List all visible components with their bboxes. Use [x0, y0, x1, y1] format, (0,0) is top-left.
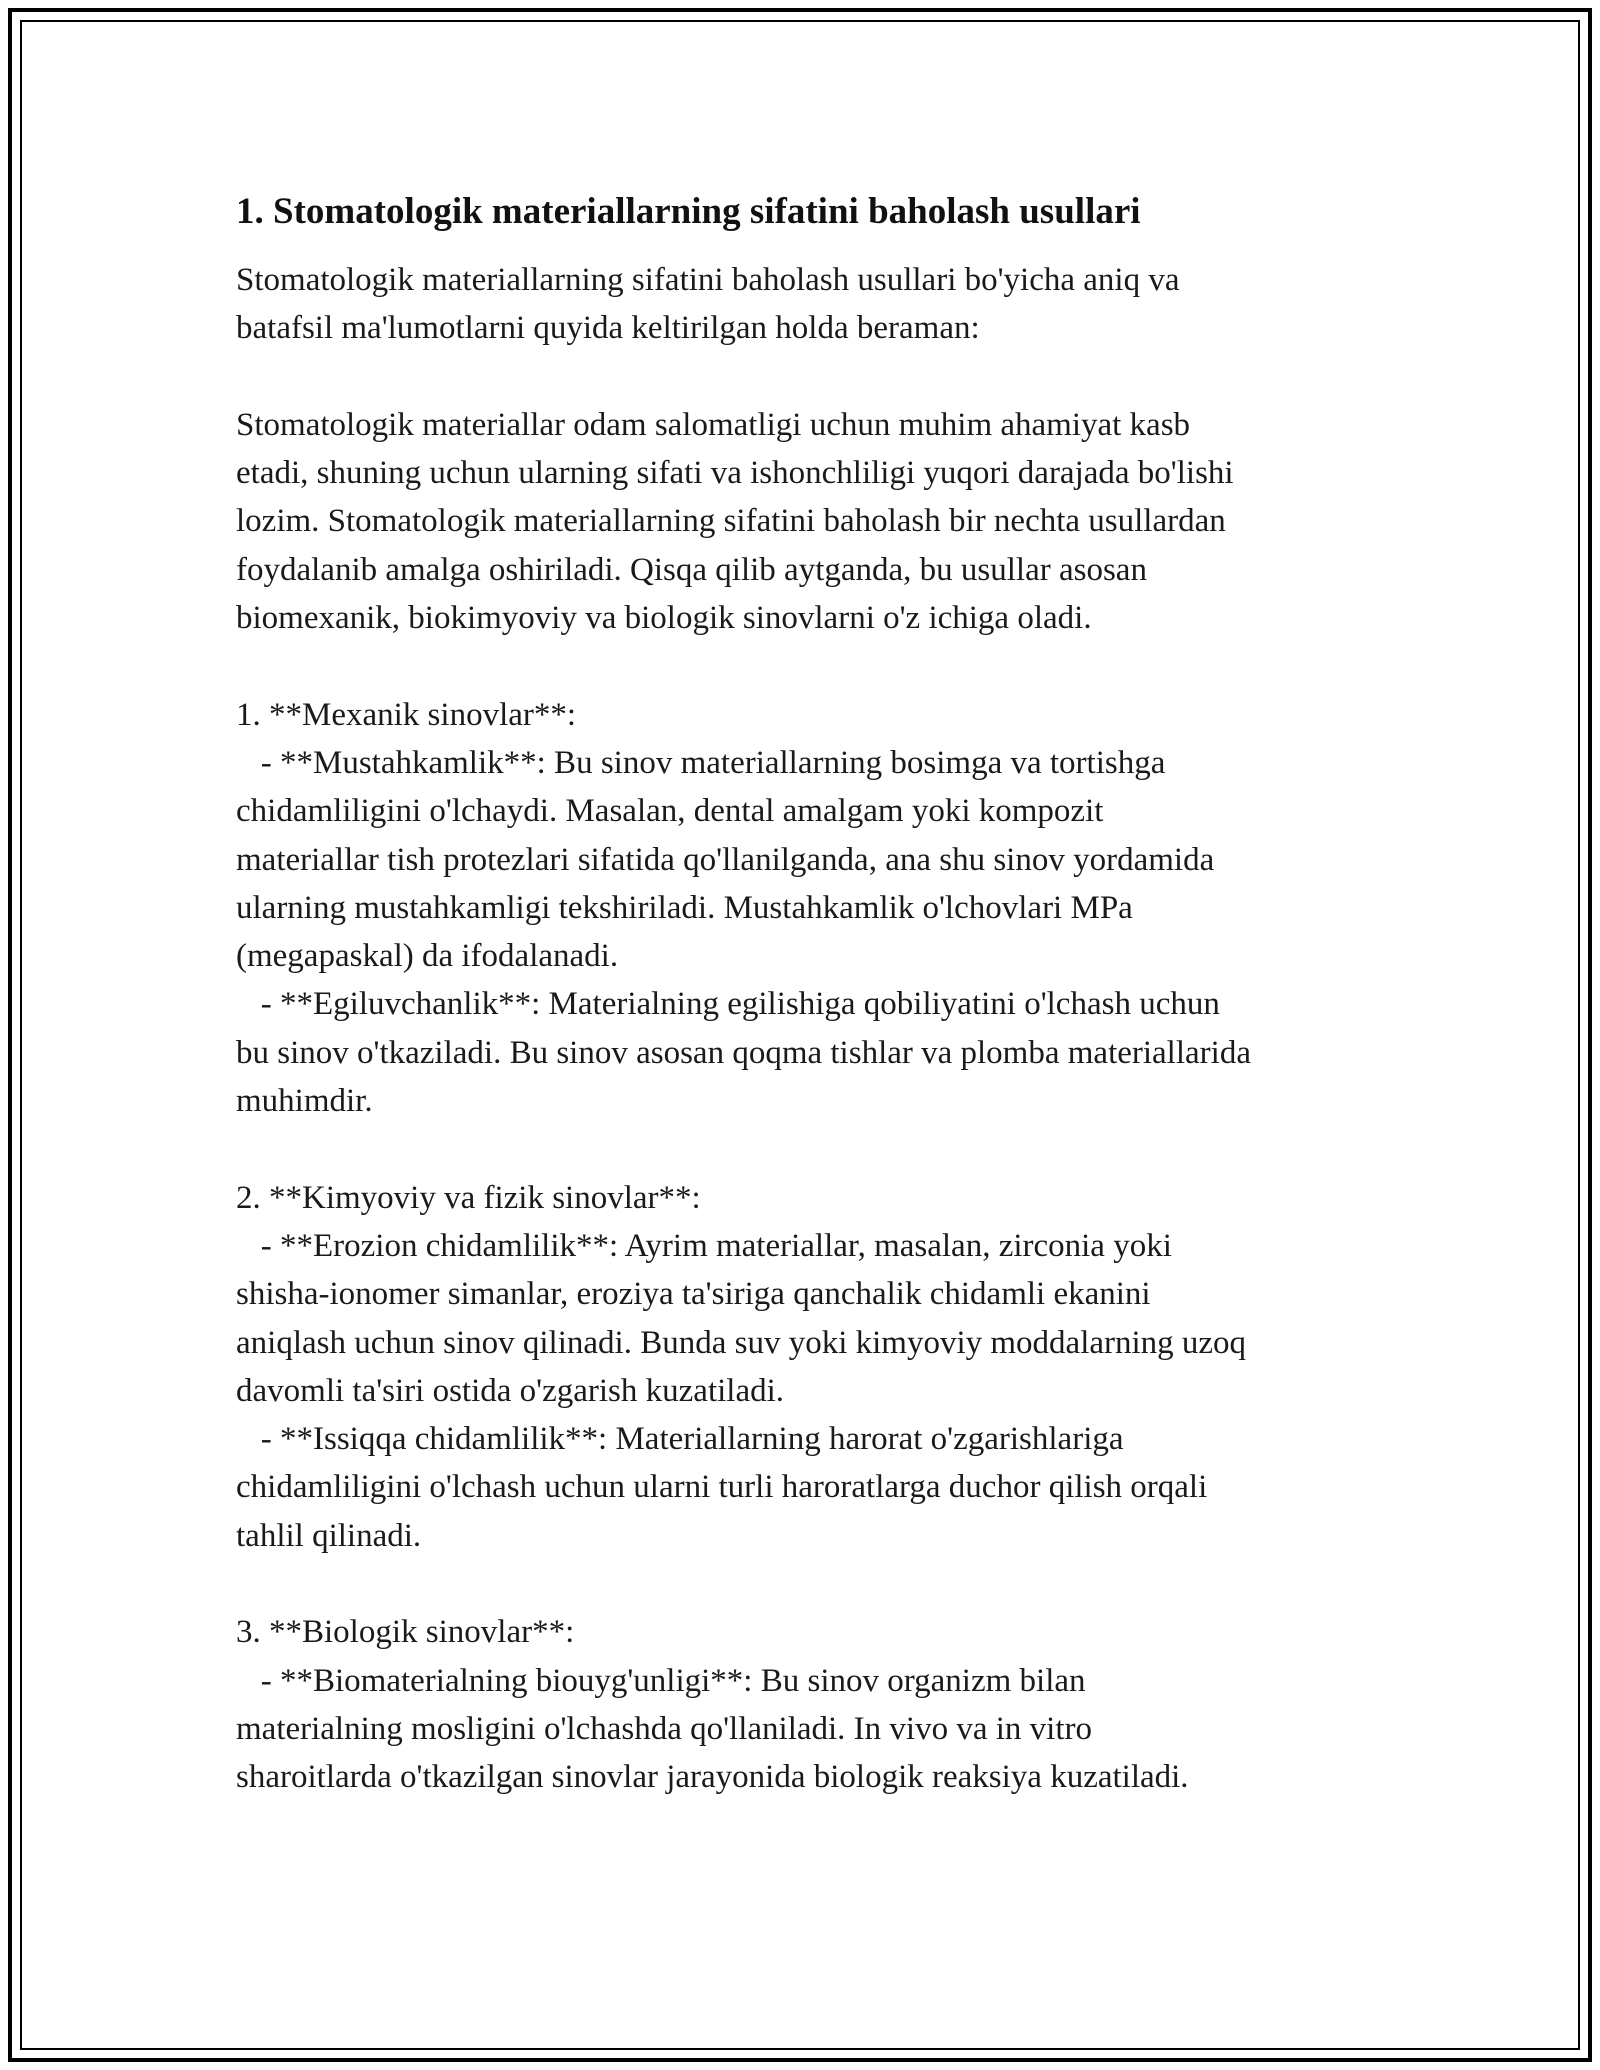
- document-title: 1. Stomatologik materiallarning sifatini baholash usullari: [236, 191, 1141, 232]
- paragraph-spacer: [236, 353, 1386, 401]
- intro-paragraph: Stomatologik materiallarning sifatini baholash usullari bo'yicha aniq va batafsil ma'lumotlarni quyida keltirilgan holda beraman:: [236, 262, 1180, 347]
- paragraph-spacer: [236, 1125, 1386, 1173]
- paragraph-spacer: [236, 642, 1386, 690]
- section-mechanical-tests: 1. **Mexanik sinovlar**: - **Mustahkamlik**: Bu sinov materiallarning bosimga va tortishga chidamliligini o'lchaydi. Masalan, dental amalgam yoki kompozit materiallar tish protezlari sifatida qo'llanilganda, ana shu sinov yordamida ularning mustahkamligi tekshiriladi. Mustahkamlik o'lchovlari MPa (megapaskal) da ifodalanadi. - **Egiluvchanlik**: Materialning egilishiga qobiliyatini o'lchash uchun bu sinov o'tkaziladi. Bu sinov asosan qoqma tishlar va plomba materiallarida muhimdir.: [236, 696, 1251, 1120]
- document-body: [236, 186, 1386, 1802]
- paragraph-spacer: [236, 1560, 1386, 1608]
- overview-paragraph: Stomatologik materiallar odam salomatligi uchun muhim ahamiyat kasb etadi, shuning uchun ularning sifati va ishonchliligi yuqori darajada bo'lishi lozim. Stomatologik materiallarning sifatini baholash bir nechta usullardan foydalanib amalga oshiriladi. Qisqa qilib aytganda, bu usullar asosan biomexanik, biokimyoviy va biologik sinovlarni o'z ichiga oladi.: [236, 406, 1234, 637]
- section-chemical-physical-tests: 2. **Kimyoviy va fizik sinovlar**: - **Erozion chidamlilik**: Ayrim materiallar, masalan, zirconia yoki shisha-ionomer simanlar, eroziya ta'siriga qanchalik chidamli ekanini aniqlash uchun sinov qilinadi. Bunda suv yoki kimyoviy moddalarning uzoq davomli ta'siri ostida o'zgarish kuzatiladi. - **Issiqqa chidamlilik**: Materiallarning harorat o'zgarishlariga chidamliligini o'lchash uchun ularni turli haroratlarga duchor qilish orqali tahlil qilinadi.: [236, 1179, 1247, 1554]
- section-biological-tests: 3. **Biologik sinovlar**: - **Biomaterialning biouyg'unligi**: Bu sinov organizm bilan materialning mosligini o'lchashda qo'llaniladi. In vivo va in vitro sharoitlarda o'tkazilgan sinovlar jarayonida biologik reaksiya kuzatiladi.: [236, 1614, 1189, 1796]
